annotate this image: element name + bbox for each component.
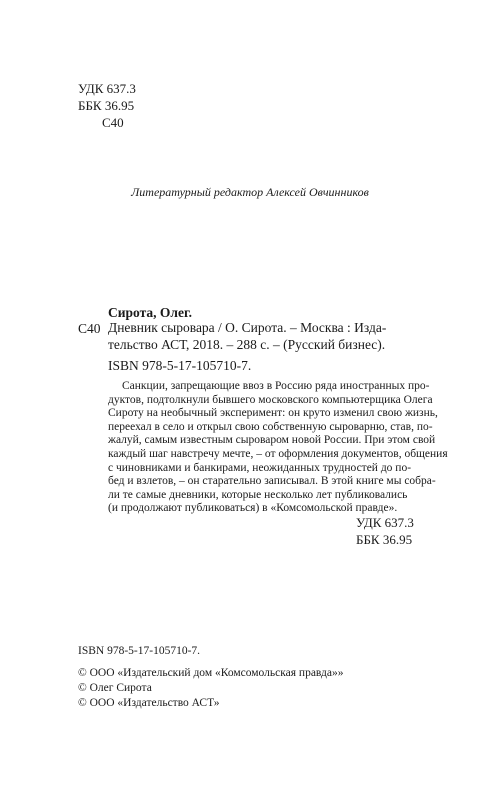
title-line: Дневник сыровара / О. Сирота. – Москва : Изда-	[108, 320, 387, 335]
author-name: Сирота, Олег.	[108, 305, 192, 320]
classification-top	[78, 80, 136, 131]
title-line: тельство АСТ, 2018. – 288 с. – (Русский бизнес).	[108, 336, 386, 352]
classification-bottom	[356, 514, 414, 548]
annotation-line: Сироту на необычный эксперимент: он круто изменил свою жизнь,	[108, 407, 438, 420]
bbk-code: ББК 36.95	[78, 98, 135, 113]
annotation-line: жалуй, самым известным сыроваром новой России. При этом свой	[108, 434, 436, 447]
author-mark: С40	[102, 115, 124, 130]
annotation-line: дуктов, подтолкнули бывшего московского компьютерщика Олега	[108, 393, 433, 406]
author-mark-bibliographic: С40	[78, 321, 101, 336]
editor-credit: Литературный редактор Алексей Овчинников	[131, 185, 369, 199]
copyright-line: © ООО «Издательство АСТ»	[78, 697, 220, 709]
annotation-line: (и продолжают публиковаться) в «Комсомольской правде».	[108, 502, 398, 515]
copyright-line: © Олег Сирота	[78, 682, 152, 694]
isbn-main: ISBN 978-5-17-105710-7.	[108, 358, 252, 373]
annotation-line: каждый шаг навстречу мечте, – от оформления документов, общения	[108, 447, 448, 460]
annotation	[108, 380, 448, 516]
annotation-line: Санкции, запрещающие ввоз в Россию ряда иностранных про-	[122, 380, 430, 392]
copyright-block	[78, 666, 344, 711]
bibliographic-description	[108, 320, 386, 353]
copyright-line: © ООО «Издательский дом «Комсомольская правда»»	[78, 667, 344, 679]
annotation-line: с чиновниками и банкирами, неожиданных трудностей до по-	[108, 461, 412, 474]
annotation-line: ли те самые дневники, которые несколько лет публиковались	[108, 488, 408, 501]
isbn-footer: ISBN 978-5-17-105710-7.	[78, 645, 201, 657]
bbk-code: ББК 36.95	[356, 532, 413, 547]
udk-code: УДК 637.3	[78, 81, 136, 96]
annotation-line: переехал в село и открыл свою собственную сыроварню, став, по-	[108, 420, 433, 433]
udk-code: УДК 637.3	[356, 515, 414, 530]
annotation-line: бед и взлетов, – он старательно записывал. В этой книге мы собра-	[108, 475, 436, 488]
